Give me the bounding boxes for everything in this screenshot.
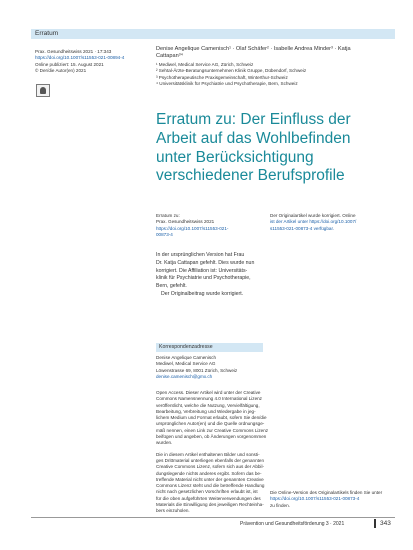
affiliation-item: ¹ Mediwel, Medical Service AG, Zürich, Schweiz [156,62,254,67]
journal-ref: Prax. Gesundheitswiss 2021 · 17:343 [35,49,112,54]
note-link[interactable]: s11553-021-00873-4 verfügbar. [270,225,335,231]
note-line: Creative Commons Lizenz, sofern sich aus der Abbil- [156,464,264,470]
note-line: Die in diesem Artikel enthaltenen Bilder und sonsti- [156,451,260,457]
online-date: Online publiziert: 15. August 2021 [35,61,104,67]
person-icon [40,87,46,94]
note-line: Bearbeitung, Verbreitung und Wiedergabe in jeg- [156,408,256,414]
section-label: Erratum [35,30,59,37]
affiliation-item: ⁴ Universitätsklinik für Psychiatrie und Psychotherapie, Bern, Schweiz [156,80,298,86]
license-notes [156,390,269,515]
note-line: mäß nennen, einen Link zur Creative Commons Lizenz [156,427,269,433]
note-line: ges Drittmaterial unterliegen ebenfalls der genannten [156,457,265,463]
erratum-body [156,252,264,299]
author-list: Denise Angelique Camenisch¹ · Olaf Schäfer² · Isabelle Andrea Minder³ · Katja Cattapan³⁴ [156,46,351,60]
correspondence-address [156,355,264,380]
note-line: Materials die Einwilligung des jeweiligen Rechteinha- [156,502,264,508]
footer-divider [31,517,395,518]
correspondence-header [156,343,263,352]
online-version-footer-note [270,490,395,509]
online-version-note [270,213,395,232]
body-line: Dr. Katja Cattapan gefehlt. Dies wurde nun [156,259,255,266]
body-line: In der ursprünglichen Version hat Frau [156,252,245,258]
body-line: korrigiert. Die Affiliation ist: Universitäts- [156,267,248,274]
article-meta [35,49,130,74]
note-line: ursprünglichen Autor(en) und die Quelle ordnungsge- [156,421,265,427]
copyright: © Der/die Autor(en) 2021 [35,67,87,73]
open-access-logo [36,84,50,97]
corr-name: Denise Angelique Camenisch [156,355,217,360]
corr-street: Löwenstrasse 69, 8001 Zürich, Schweiz [156,367,238,373]
affiliation-item: ³ Psychotherapeutische Praxisgemeinschaft, Winterthur-Schweiz [156,74,288,80]
note-line: bers einzuholen. [156,508,190,514]
note-line: Commons Lizenz steht und die betreffende Handlung [156,483,265,489]
orig-ref-journal: Prax. Gesundheitswiss 2021 [156,219,215,225]
note-line: wurden. [156,440,173,446]
page-number: 343 [380,520,391,527]
corr-org: Mediwel, Medical Service AG [156,361,216,367]
title-line: Erratum zu: Der Einfluss der [156,111,351,128]
bottom-note-line: zu finden. [270,502,290,508]
body-line: klinik für Psychiatrie und Psychotherapie, [156,275,251,282]
doi-link[interactable]: https://doi.org/10.1007/s11553-021-00894-4 [35,55,125,61]
original-reference [156,213,236,238]
orig-ref-doi[interactable]: https://doi.org/10.1007/s11553-021- [156,225,229,231]
note-line: Der Originalartikel wurde korrigiert. Online [270,213,356,218]
footer-journal: Prävention und Gesundheitsförderung 3 · 2021 [240,521,345,527]
note-line: veröffentlicht, welche die Nutzung, Vervielfältigung, [156,402,260,408]
correspondence-title: Korrespondenzadresse [159,344,213,350]
corr-email[interactable]: denise.camenisch@gmx.ch [156,373,213,379]
body-line: Der Originalbeitrag wurde korrigiert. [161,290,244,297]
footer-separator [374,519,376,528]
title-line: verschiedener Berufsprofile [156,167,345,185]
affiliations [156,62,376,87]
orig-ref-doi-cont[interactable]: 00873-4 [156,231,173,237]
title-line: Arbeit auf das Wohlbefinden [156,129,351,147]
body-line: Bern, gefehlt. [156,283,187,290]
note-line: dungslegende nichts anderes ergibt. Sofern das be- [156,470,262,476]
note-line: beifügen und angeben, ob Änderungen vorgenommen [156,434,267,440]
note-line: lichem Medium und Format erlaubt, sofern Sie den/die [156,415,267,421]
note-line: nicht nach gesetzlichen Vorschriften erlaubt ist, ist [156,489,258,495]
title-line: unter Berücksichtigung [156,148,314,166]
note-line: treffende Material nicht unter der genannten Creative [156,476,264,482]
orig-ref-label: Erratum zu: [156,213,180,218]
note-link[interactable]: ist der Artikel unter https://doi.org/10.1007/ [270,219,357,225]
section-banner [31,29,395,39]
bottom-note-link[interactable]: https://doi.org/10.1007/s11553-021-00873-4 [270,496,360,502]
article-title [156,111,396,186]
note-line: Commons Namensnennung 4.0 International Lizenz [156,396,262,402]
note-line: für die oben aufgeführten Weiterverwendungen des [156,495,261,501]
affiliation-item: ² Sehtal-Ärzte-Beratungsunternehmen Klinik Gruppe, Dübendorf, Schweiz [156,68,307,74]
note-line: Open Access. Dieser Artikel wird unter der Creative [156,390,261,395]
bottom-note-line: Die Online-Version des Originalartikels finden Sie unter [270,490,383,495]
